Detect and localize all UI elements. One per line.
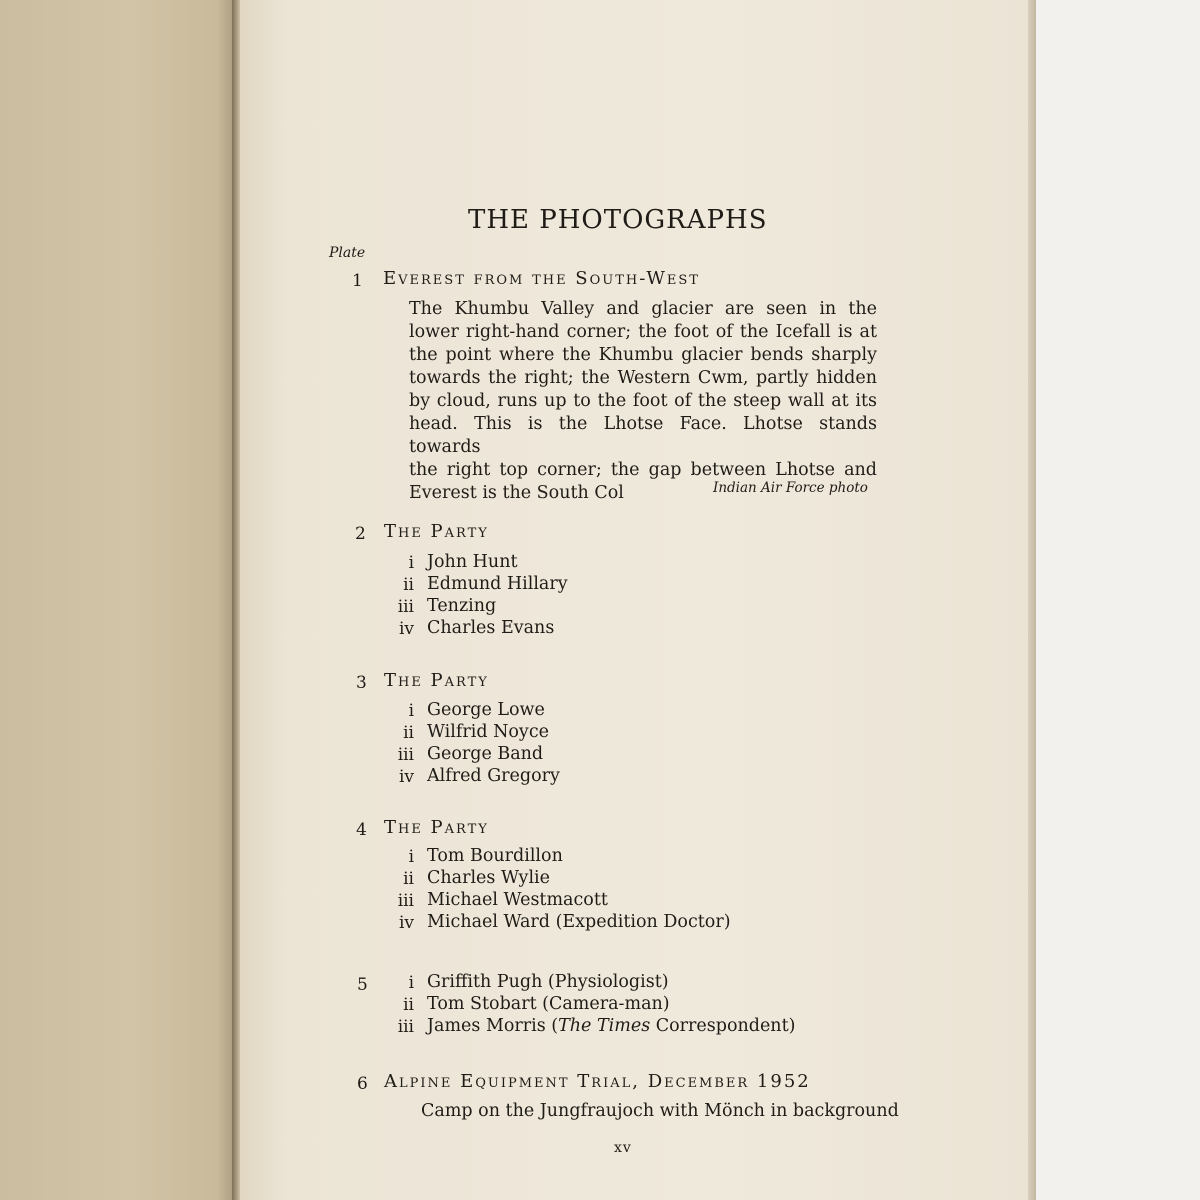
plate-heading: Everest from the South-West — [383, 268, 700, 289]
description-line: towards the right; the Western Cwm, partly hidden — [409, 368, 877, 388]
list-numeral: iii — [397, 1017, 414, 1037]
plate-label: Plate — [329, 245, 366, 261]
plate-heading: The Party — [384, 670, 489, 691]
plate-number: 5 — [357, 975, 368, 995]
publication-title: The Times — [558, 1016, 651, 1036]
list-item: Griffith Pugh (Physiologist) — [427, 972, 669, 992]
description-line: the point where the Khumbu glacier bends sharply — [409, 345, 877, 365]
list-numeral: iii — [397, 745, 414, 765]
description-line: The Khumbu Valley and glacier are seen in the — [409, 299, 877, 319]
photo-credit: Indian Air Force photo — [713, 480, 868, 496]
list-item: George Band — [427, 744, 544, 764]
list-numeral: i — [408, 553, 414, 573]
list-item: Edmund Hillary — [427, 574, 568, 594]
list-item: Alfred Gregory — [427, 766, 560, 786]
page-title: THE PHOTOGRAPHS — [468, 205, 768, 235]
list-item: George Lowe — [427, 700, 545, 720]
list-numeral: iv — [398, 767, 414, 787]
list-numeral: i — [408, 973, 414, 993]
plate-number: 1 — [352, 271, 363, 291]
plate-description — [409, 298, 877, 505]
description-line: the right top corner; the gap between Lhotse and — [409, 460, 877, 480]
list-item: John Hunt — [427, 552, 518, 572]
page-edge — [1028, 0, 1036, 1200]
list-numeral: ii — [403, 869, 414, 889]
list-item — [427, 1016, 795, 1036]
list-item: Tom Bourdillon — [427, 846, 563, 866]
backdrop — [1036, 0, 1200, 1200]
plate-heading: The Party — [384, 521, 489, 542]
list-numeral: iii — [397, 597, 414, 617]
list-numeral: ii — [403, 575, 414, 595]
plate-heading: Alpine Equipment Trial, December 1952 — [384, 1071, 811, 1092]
plate-number: 4 — [356, 820, 367, 840]
list-item: Wilfrid Noyce — [427, 722, 549, 742]
list-numeral: iv — [398, 619, 414, 639]
list-item: Tenzing — [427, 596, 497, 616]
list-numeral: iii — [397, 891, 414, 911]
list-numeral: i — [408, 847, 414, 867]
list-item: Michael Westmacott — [427, 890, 608, 910]
plate-heading: The Party — [384, 817, 489, 838]
page-number: xv — [614, 1140, 632, 1156]
list-item: Charles Wylie — [427, 868, 550, 888]
plate-number: 6 — [357, 1074, 368, 1094]
list-item: Michael Ward (Expedition Doctor) — [427, 912, 731, 932]
list-numeral: ii — [403, 723, 414, 743]
description-line: Everest is the South Col — [409, 483, 624, 503]
description-line: by cloud, runs up to the foot of the steep wall at its — [409, 391, 877, 411]
plate-number: 3 — [356, 673, 367, 693]
list-item: Tom Stobart (Camera-man) — [427, 994, 670, 1014]
description-line: head. This is the Lhotse Face. Lhotse stands towards — [409, 414, 877, 457]
list-numeral: ii — [403, 995, 414, 1015]
list-numeral: iv — [398, 913, 414, 933]
list-numeral: i — [408, 701, 414, 721]
list-item: Charles Evans — [427, 618, 555, 638]
description-line: lower right-hand corner; the foot of the Icefall is at — [409, 322, 877, 342]
plate-caption: Camp on the Jungfraujoch with Mönch in background — [421, 1101, 899, 1121]
facing-page — [0, 0, 236, 1200]
list-item-text: Correspondent) — [650, 1016, 796, 1036]
list-item-text: James Morris ( — [427, 1016, 559, 1036]
plate-number: 2 — [355, 524, 366, 544]
